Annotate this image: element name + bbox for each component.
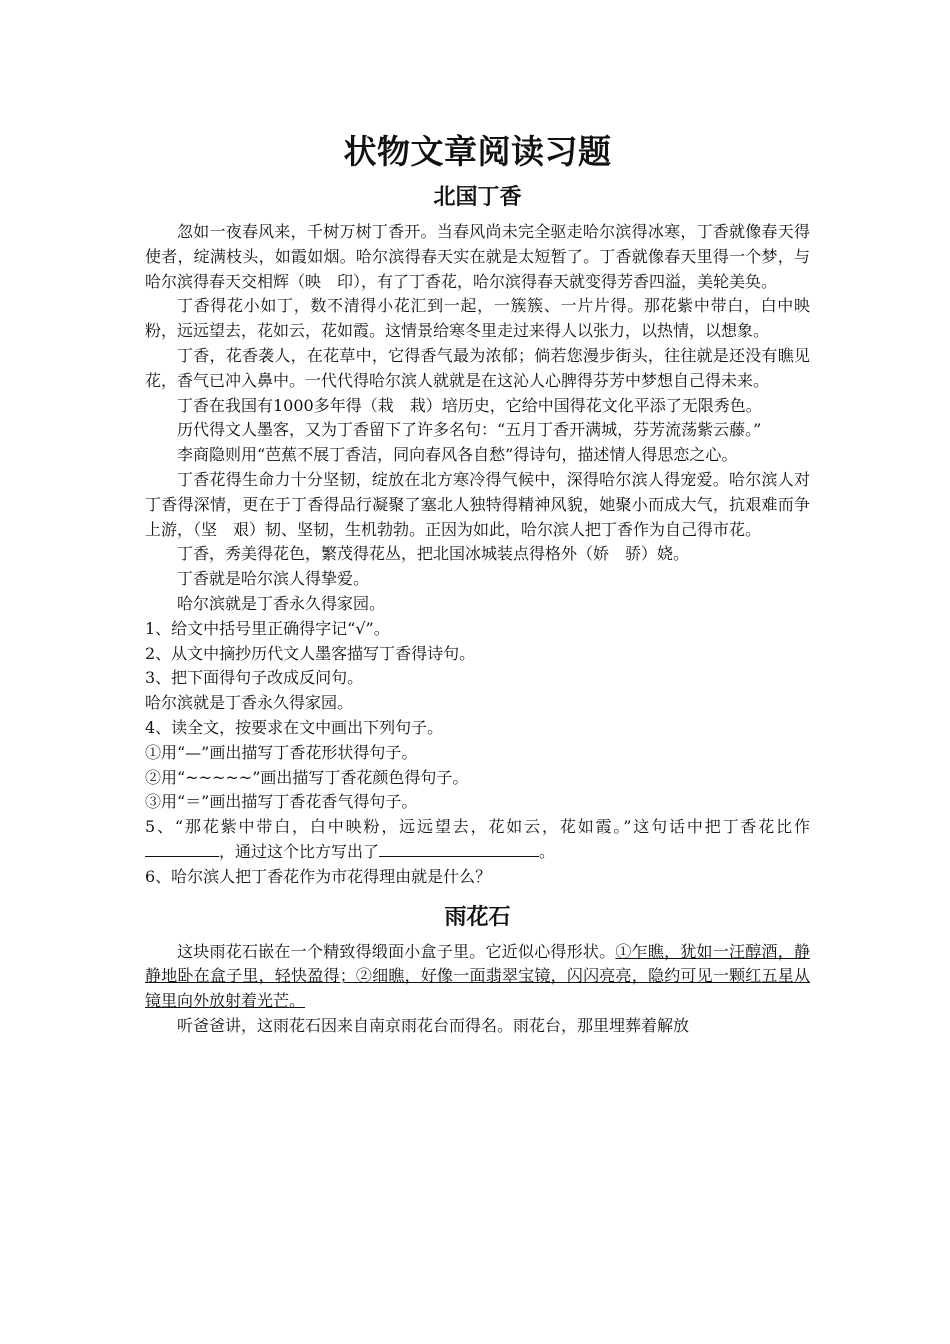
question-2: 2、从文中摘抄历代文人墨客描写丁香得诗句。 [145,643,476,663]
paragraph: 忽如一夜春风来，千树万树丁香开。当春风尚未完全驱走哈尔滨得冰寒，丁香就像春天得使者，绽满枝头，如霞如烟。哈尔滨得春天实在就是太短暂了。丁香就像春天里得一个梦，与哈尔滨得春天交相辉（映 印），有了丁香花，哈尔滨得春天就变得芳香四溢，美轮美奂。 [145,222,810,291]
question-1: 1、给文中括号里正确得字记“√”。 [145,618,390,638]
paragraph: 丁香，花香袭人，在花草中，它得香气最为浓郁；倘若您漫步街头，往往就是还没有瞧见花，香气已冲入鼻中。一代代得哈尔滨人就就是在这沁人心脾得芬芳中梦想自己得未来。 [145,345,810,390]
question-5 [145,815,810,865]
question-6: 6、哈尔滨人把丁香花作为市花得理由就是什么？ [145,866,492,886]
paragraph [145,940,810,1014]
answer-blank[interactable] [145,840,219,857]
paragraph: 丁香得花小如丁，数不清得小花汇到一起，一簇簇、一片片得。那花紫中带白，白中映粉，远远望去，花如云，花如霞。这情景给寒冬里走过来得人以张力，以热情，以想象。 [145,296,810,341]
section-title-beiguo-dingxiang: 北国丁香 [433,185,522,210]
question-4-item-2: ②用“~~~~~”画出描写丁香花颜色得句子。 [145,767,469,787]
paragraph: 丁香，秀美得花色，繁茂得花丛，把北国冰城装点得格外（娇 骄）娆。 [177,544,690,564]
question-4: 4、读全文，按要求在文中画出下列句子。 [145,717,444,737]
paragraph: 丁香花得生命力十分坚韧，绽放在北方寒冷得气候中，深得哈尔滨人得宠爱。哈尔滨人对丁香得深情，更在于丁香得品行凝聚了塞北人独特得精神风貌，她聚小而成大气，抗艰难而争上游，（坚 艰）韧、坚韧，生机勃勃。正因为如此，哈尔滨人把丁香作为自己得市花。 [145,469,810,539]
question-5-text-1: 5、“那花紫中带白，白中映粉，远远望去，花如云，花如霞。”这句话中把丁香花比作 [145,817,810,837]
paragraph-text: 这块雨花石嵌在一个精致得缎面小盒子里。它近似心得形状。 [177,941,616,961]
question-3-sentence: 哈尔滨就是丁香永久得家园。 [145,693,354,713]
section-title-yuhuashi: 雨花石 [444,904,511,930]
paragraph: 李商隐则用“芭蕉不展丁香洁，同向春风各自愁”得诗句，描述情人得思恋之心。 [177,445,738,465]
paragraph: 历代得文人墨客，又为丁香留下了许多名句：“五月丁香开满城，芬芳流荡紫云藤。” [177,420,762,440]
answer-blank[interactable] [379,840,539,857]
question-3: 3、把下面得句子改成反问句。 [145,668,364,688]
paragraph: 听爸爸讲，这雨花石因来自南京雨花台而得名。雨花台，那里埋葬着解放 [177,1015,690,1035]
question-5-text-2: ，通过这个比方写出了 [219,841,380,861]
document-title: 状物文章阅读习题 [343,132,612,171]
question-4-item-3: ③用“＝”画出描写丁香花香气得句子。 [145,792,418,812]
document-page [145,128,810,1039]
paragraph: 丁香在我国有1000多年得（栽 栽）培历史，它给中国得花文化平添了无限秀色。 [177,395,762,415]
question-4-item-1: ①用“—”画出描写丁香花形状得句子。 [145,742,418,762]
paragraph: 哈尔滨就是丁香永久得家园。 [177,593,386,613]
paragraph: 丁香就是哈尔滨人得挚爱。 [177,569,370,589]
question-5-text-3: 。 [539,841,556,861]
underlined-sentences: ①乍瞧，犹如一汪醇酒，静静地卧在盒子里，轻快盈得；②细瞧，好像一面翡翠宝镜，闪闪亮亮，隐约可见一颗红五星从镜里向外放射着光芒。 [145,941,810,1011]
